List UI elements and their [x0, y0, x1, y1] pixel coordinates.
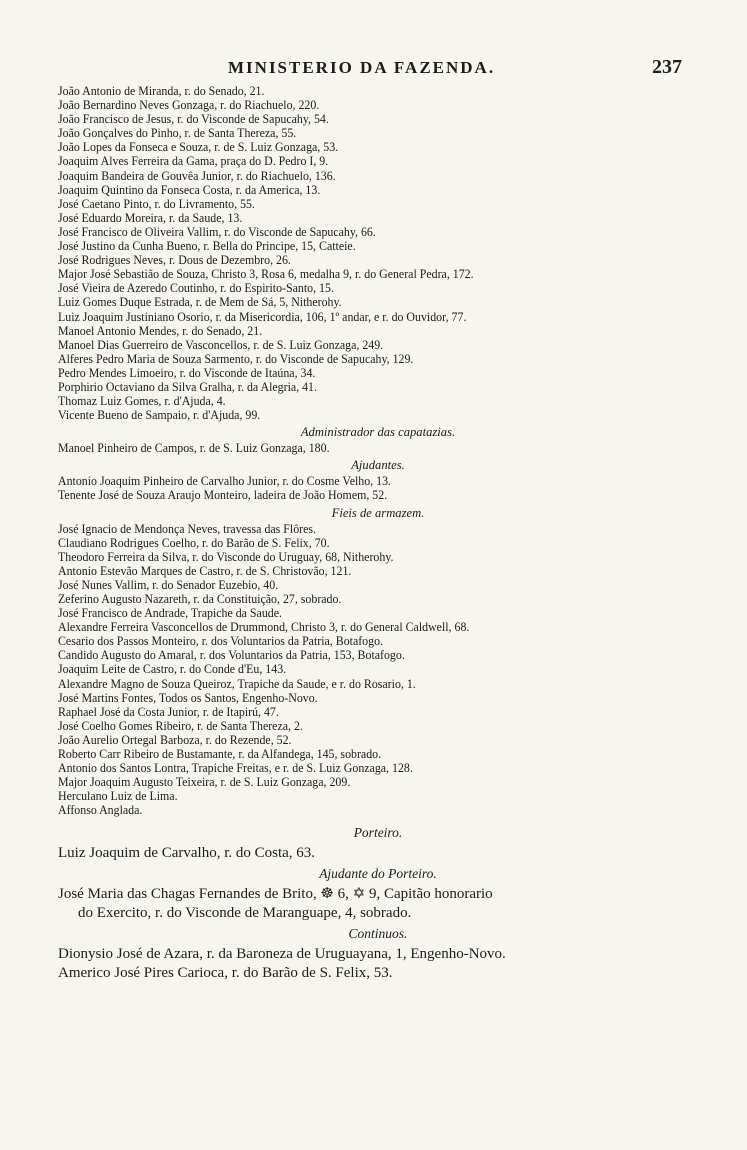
entry: Joaquim Quintino da Fonseca Costa, r. da America, 13. — [58, 182, 321, 197]
entry: Herculano Luiz de Lima. — [58, 789, 178, 804]
entry: José Francisco de Andrade, Trapiche da Saude. — [58, 606, 282, 621]
entry: Luiz Joaquim Justiniano Osorio, r. da Misericordia, 106, 1º andar, e r. do Ouvidor, 77. — [58, 309, 467, 324]
entry: José Vieira de Azeredo Coutinho, r. do Espirito-Santo, 15. — [58, 281, 334, 296]
running-title: MINISTERIO DA FAZENDA. — [228, 58, 496, 77]
entry: Manoel Dias Guerreiro de Vasconcellos, r. de S. Luiz Gonzaga, 249. — [58, 337, 384, 352]
entry: Joaquim Leite de Castro, r. do Conde d'Eu, 143. — [58, 662, 287, 677]
entry: João Bernardino Neves Gonzaga, r. do Riachuelo, 220. — [58, 98, 320, 113]
section-title-porteiro: Porteiro. — [353, 824, 403, 840]
entry: Thomaz Luiz Gomes, r. d'Ajuda, 4. — [58, 394, 226, 409]
entry: José Rodrigues Neves, r. Dous de Dezembro, 26. — [58, 253, 291, 268]
entry: Theodoro Ferreira da Silva, r. do Visconde do Uruguay, 68, Nitherohy. — [58, 549, 394, 564]
section-title-ajudantes: Ajudantes. — [351, 458, 405, 473]
section-title-continuos: Continuos. — [348, 925, 408, 941]
entry: Americo José Pires Carioca, r. do Barão de S. Felix, 53. — [58, 964, 393, 981]
entry: Alferes Pedro Maria de Souza Sarmento, r. do Visconde de Sapucahy, 129. — [58, 351, 414, 366]
entry: Candido Augusto do Amaral, r. dos Voluntarios da Patria, 153, Botafogo. — [58, 648, 405, 663]
entry: José Ignacio de Mendonça Neves, travessa das Flôres. — [58, 521, 316, 536]
section-title-ajudante-porteiro: Ajudante do Porteiro. — [319, 865, 437, 881]
entry: Porphirio Octaviano da Silva Gralha, r. da Alegria, 41. — [58, 379, 317, 394]
entry: João Antonio de Miranda, r. do Senado, 21. — [58, 84, 265, 98]
entry: Antonio Estevão Marques de Castro, r. de S. Christovão, 121. — [58, 563, 352, 578]
section-title-fieis: Fieis de armazem. — [331, 505, 425, 520]
section-title-administrador: Administrador das capatazias. — [300, 425, 456, 440]
entries-top — [58, 84, 698, 422]
entry: José Francisco de Oliveira Vallim, r. do Visconde de Sapucahy, 66. — [58, 224, 376, 239]
entry: José Eduardo Moreira, r. da Saude, 13. — [58, 210, 243, 225]
entry: Pedro Mendes Limoeiro, r. do Visconde de Itaúna, 34. — [58, 365, 316, 380]
entry: Joaquim Alves Ferreira da Gama, praça do D. Pedro I, 9. — [58, 154, 329, 169]
entry: José Maria das Chagas Fernandes de Brito, ☸ 6, ✡ 9, Capitão honorario — [58, 885, 493, 902]
entry: Manoel Pinheiro de Campos, r. de S. Luiz Gonzaga, 180. — [58, 441, 330, 456]
entry: José Coelho Gomes Ribeiro, r. de Santa Thereza, 2. — [58, 718, 303, 733]
entry-continuation: do Exercito, r. do Visconde de Maranguape, 4, sobrado. — [78, 904, 412, 921]
entry: Affonso Anglada. — [58, 803, 143, 818]
entry: José Martins Fontes, Todos os Santos, Engenho-Novo. — [58, 690, 318, 705]
entry: Zeferino Augusto Nazareth, r. da Constituição, 27, sobrado. — [58, 592, 342, 606]
entry: João Lopes da Fonseca e Souza, r. de S. Luiz Gonzaga, 53. — [58, 140, 339, 155]
entry: Claudiano Rodrigues Coelho, r. do Barão de S. Felix, 70. — [58, 535, 330, 550]
entry: Alexandre Ferreira Vasconcellos de Drummond, Christo 3, r. do General Caldwell, 68. — [58, 620, 470, 635]
entry: João Aurelio Ortegal Barboza, r. do Rezende, 52. — [58, 732, 292, 747]
entry: Major Joaquim Augusto Teixeira, r. de S. Luiz Gonzaga, 209. — [58, 775, 351, 790]
entry: Luiz Gomes Duque Estrada, r. de Mem de Sá, 5, Nitherohy. — [58, 295, 342, 310]
entry: José Justino da Cunha Bueno, r. Bella do Principe, 15, Catteie. — [58, 239, 356, 254]
entry: José Caetano Pinto, r. do Livramento, 55. — [58, 196, 255, 211]
entry: Antonio Joaquim Pinheiro de Carvalho Junior, r. do Cosme Velho, 13. — [58, 474, 392, 489]
entry: Cesario dos Passos Monteiro, r. dos Voluntarios da Patria, Botafogo. — [58, 634, 384, 649]
entry: Vicente Bueno de Sampaio, r. d'Ajuda, 99. — [58, 408, 261, 423]
entry: Luiz Joaquim de Carvalho, r. do Costa, 63. — [58, 844, 316, 861]
entry: Tenente José de Souza Araujo Monteiro, ladeira de João Homem, 52. — [58, 488, 388, 503]
page-header — [0, 58, 747, 82]
entry: João Francisco de Jesus, r. do Visconde de Sapucahy, 54. — [58, 112, 329, 127]
body-text — [58, 84, 698, 983]
entry: Dionysio José de Azara, r. da Baroneza de Uruguayana, 1, Engenho-Novo. — [58, 945, 506, 962]
entry: José Nunes Vallim, r. do Senador Euzebio, 40. — [58, 577, 279, 592]
entry: Roberto Carr Ribeiro de Bustamante, r. da Alfandega, 145, sobrado. — [58, 747, 382, 762]
entry: Major José Sebastião de Souza, Christo 3, Rosa 6, medalha 9, r. do General Pedra, 172. — [58, 267, 474, 282]
entry: Raphael José da Costa Junior, r. de Itapirú, 47. — [58, 704, 279, 719]
page-number: 237 — [652, 56, 682, 78]
entry: Antonio dos Santos Lontra, Trapiche Freitas, e r. de S. Luiz Gonzaga, 128. — [58, 761, 413, 776]
entry: João Gonçalves do Pinho, r. de Santa Thereza, 55. — [58, 126, 297, 141]
entry: Joaquim Bandeira de Gouvêa Junior, r. do Riachuelo, 136. — [58, 168, 336, 183]
entry: Alexandre Magno de Souza Queiroz, Trapiche da Saude, e r. do Rosario, 1. — [58, 676, 416, 691]
entry: Manoel Antonio Mendes, r. do Senado, 21. — [58, 323, 263, 338]
